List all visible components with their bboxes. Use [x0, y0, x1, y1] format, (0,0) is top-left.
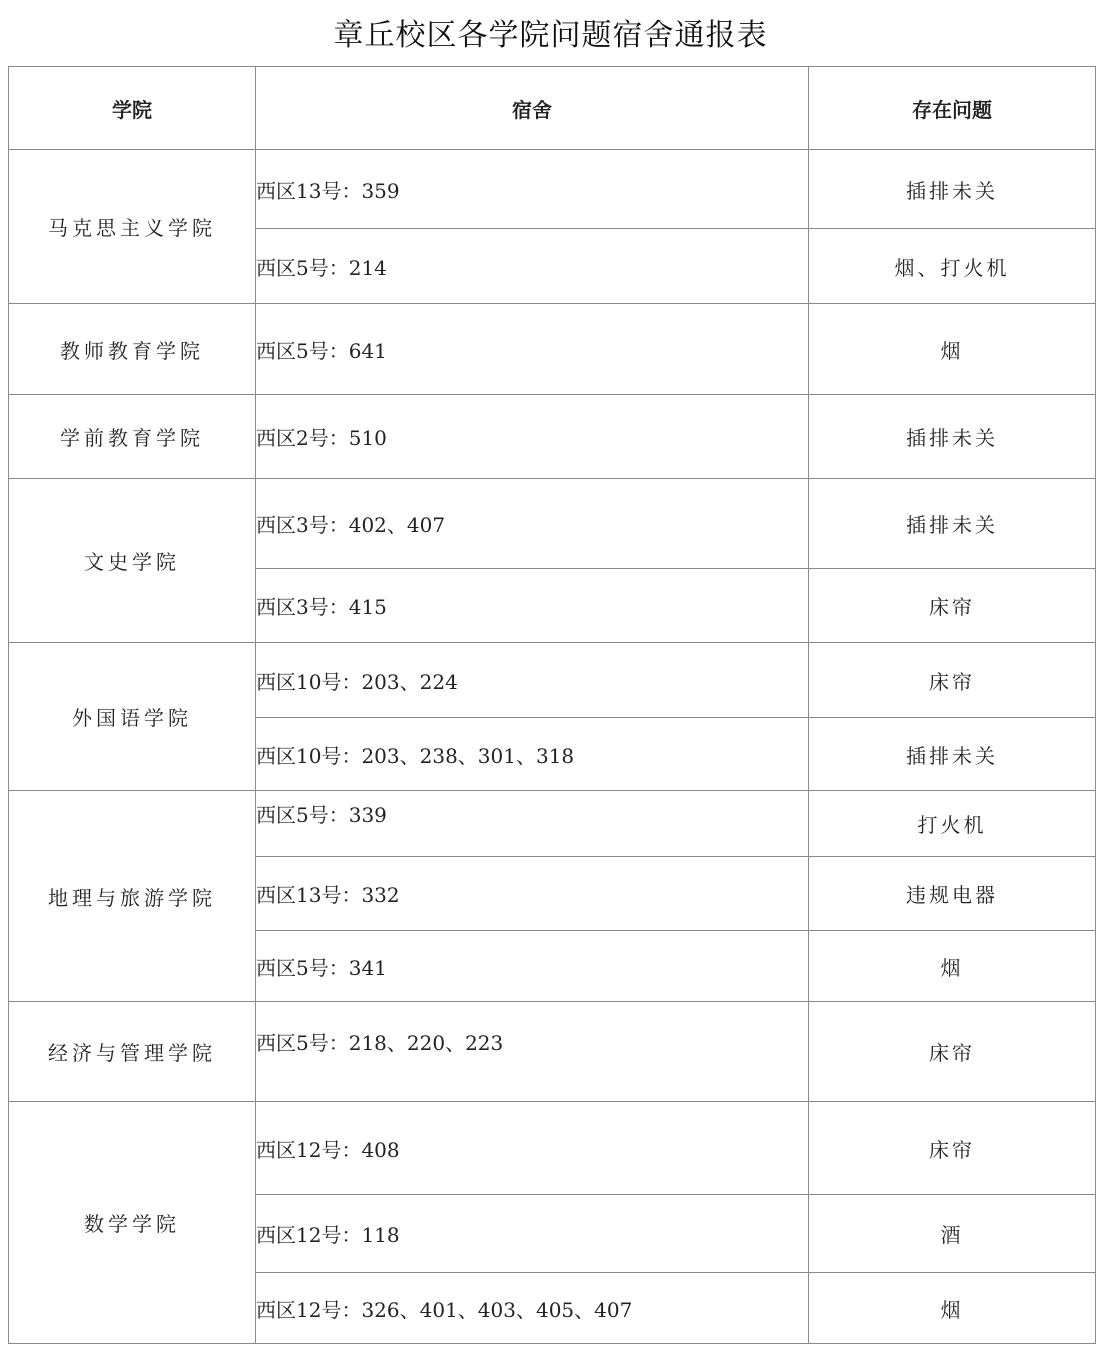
issue-cell: 床帘: [809, 569, 1096, 643]
header-issue: 存在问题: [809, 67, 1096, 150]
dorm-cell: 西区2号：510: [256, 395, 809, 479]
page-title: 章丘校区各学院问题宿舍通报表: [333, 18, 768, 53]
college-cell: 教师教育学院: [9, 304, 256, 395]
issue-cell: 床帘: [809, 643, 1096, 718]
issue-cell: 酒: [809, 1195, 1096, 1273]
table-header-row: [9, 67, 1096, 150]
issue-cell: 插排未关: [809, 395, 1096, 479]
college-cell: 文史学院: [9, 479, 256, 643]
college-cell: 外国语学院: [9, 643, 256, 791]
dorm-cell: 西区5号：214: [256, 229, 809, 304]
table-row: [9, 1002, 1096, 1102]
issue-cell: 插排未关: [809, 718, 1096, 791]
table-row: [9, 479, 1096, 569]
table-row: [9, 1102, 1096, 1195]
college-cell: 地理与旅游学院: [9, 791, 256, 1002]
issue-cell: 烟: [809, 1273, 1096, 1344]
college-cell: 马克思主义学院: [9, 150, 256, 304]
dorm-cell: 西区10号：203、224: [256, 643, 809, 718]
dorm-cell: 西区5号：641: [256, 304, 809, 395]
dorm-cell: 西区12号：408: [256, 1102, 809, 1195]
dorm-cell: 西区10号：203、238、301、318: [256, 718, 809, 791]
issue-cell: 床帘: [809, 1102, 1096, 1195]
issue-cell: 插排未关: [809, 150, 1096, 229]
header-college: 学院: [9, 67, 256, 150]
college-cell: 数学学院: [9, 1102, 256, 1344]
college-cell: 学前教育学院: [9, 395, 256, 479]
issue-cell: 床帘: [809, 1002, 1096, 1102]
college-cell: 经济与管理学院: [9, 1002, 256, 1102]
table-row: [9, 150, 1096, 229]
table-row: [9, 304, 1096, 395]
dorm-report-table: [8, 66, 1096, 1344]
issue-cell: 烟: [809, 304, 1096, 395]
issue-cell: 违规电器: [809, 857, 1096, 931]
table-row: [9, 643, 1096, 718]
header-dorm: 宿舍: [256, 67, 809, 150]
issue-cell: 烟: [809, 931, 1096, 1002]
dorm-cell: 西区5号：341: [256, 931, 809, 1002]
issue-cell: 烟、打火机: [809, 229, 1096, 304]
table-row: [9, 395, 1096, 479]
dorm-cell: 西区12号：118: [256, 1195, 809, 1273]
dorm-cell: [256, 791, 809, 857]
table-row: [9, 791, 1096, 857]
issue-cell: 打火机: [809, 791, 1096, 857]
dorm-text: 西区5号：218、220、223: [256, 1031, 504, 1055]
dorm-cell: 西区13号：332: [256, 857, 809, 931]
dorm-cell: 西区3号：402、407: [256, 479, 809, 569]
issue-cell: 插排未关: [809, 479, 1096, 569]
dorm-cell: [256, 1002, 809, 1102]
dorm-cell: 西区3号：415: [256, 569, 809, 643]
dorm-text: 西区5号：339: [256, 803, 387, 827]
dorm-cell: 西区12号：326、401、403、405、407: [256, 1273, 809, 1344]
dorm-cell: 西区13号：359: [256, 150, 809, 229]
